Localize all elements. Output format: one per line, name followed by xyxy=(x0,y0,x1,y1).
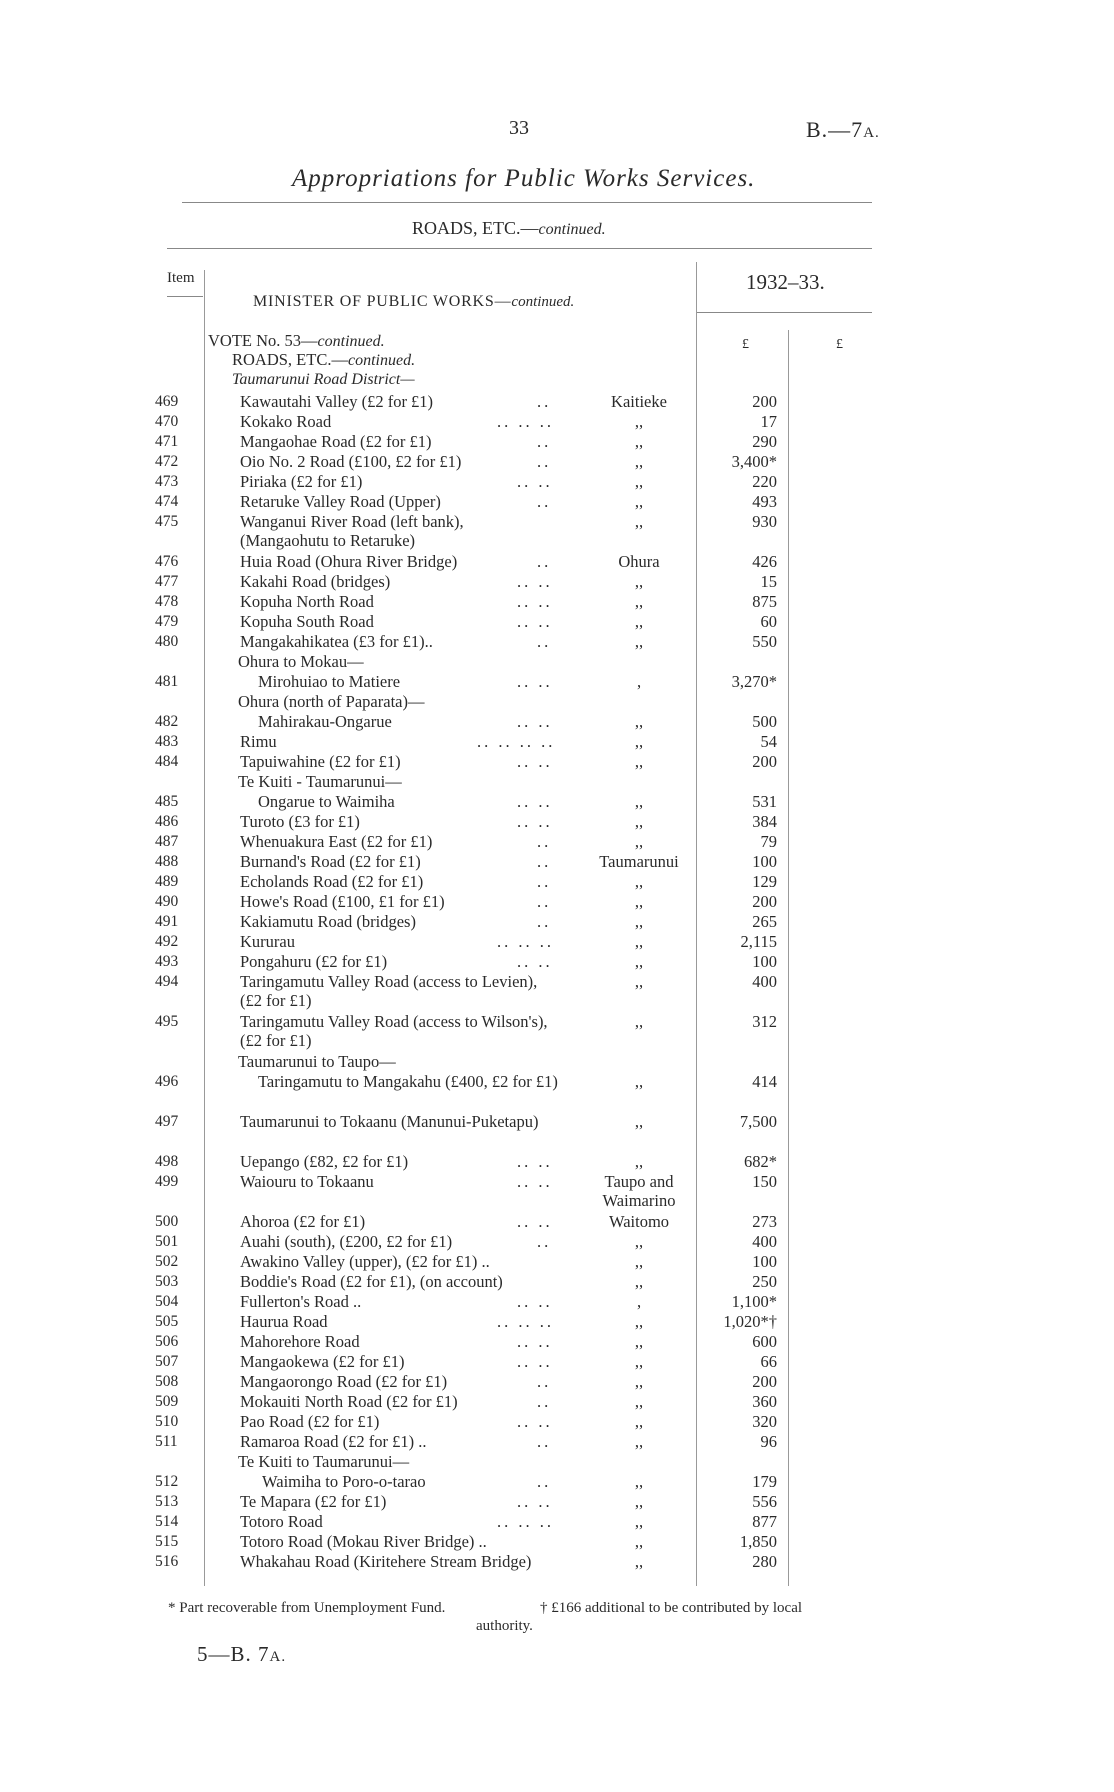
subtitle-main: ROADS, ETC.— xyxy=(412,218,539,238)
amount-value: 531 xyxy=(752,792,777,811)
district-name: ,, xyxy=(634,712,644,731)
item-description: Tapuiwahine (£2 for £1) xyxy=(240,752,401,771)
leader-dots: .. xyxy=(537,892,552,911)
item-number: 489 xyxy=(155,873,179,890)
item-description: Mangaorongo Road (£2 for £1) xyxy=(240,1372,448,1391)
district-name: ,, xyxy=(634,632,644,651)
leader-dots: .. .. .. xyxy=(497,412,554,431)
district-column-divider xyxy=(696,262,697,1586)
leader-dots: .. .. xyxy=(517,1352,553,1371)
footnote-local-authority-cont: authority. xyxy=(476,1618,533,1634)
district-name: ,, xyxy=(634,1532,644,1551)
item-number: 508 xyxy=(155,1373,179,1390)
district-name: ,, xyxy=(634,1372,644,1391)
item-number: 480 xyxy=(155,633,179,650)
item-description: Oio No. 2 Road (£100, £2 for £1) xyxy=(240,452,462,471)
item-description: Totoro Road xyxy=(240,1512,323,1531)
item-number: 497 xyxy=(155,1113,179,1130)
leader-dots: .. xyxy=(537,1432,552,1451)
item-number: 507 xyxy=(155,1353,179,1370)
district-name: ,, xyxy=(634,592,644,611)
amount-value: 600 xyxy=(752,1332,777,1351)
amount-value: 200 xyxy=(752,892,777,911)
leader-dots: .. .. .. xyxy=(497,932,554,951)
district-name: ,, xyxy=(634,1332,644,1351)
item-number: 503 xyxy=(155,1273,179,1290)
table-top-rule xyxy=(167,248,872,249)
item-number: 491 xyxy=(155,913,179,930)
item-number: 494 xyxy=(155,973,179,990)
item-description: Ahoroa (£2 for £1) xyxy=(240,1212,366,1231)
item-number: 470 xyxy=(155,413,179,430)
leader-dots: .. xyxy=(537,912,552,931)
leader-dots: .. xyxy=(537,552,552,571)
reference-suffix: A. xyxy=(863,125,880,141)
district-name: ,, xyxy=(634,1312,644,1331)
leader-dots: .. xyxy=(537,1392,552,1411)
item-number: 500 xyxy=(155,1213,179,1230)
item-number: 485 xyxy=(155,793,179,810)
district-name: ,, xyxy=(634,412,644,431)
leader-dots: .. .. .. xyxy=(497,1312,554,1331)
amount-value: 17 xyxy=(760,412,777,431)
district-name: Ohura xyxy=(618,552,660,571)
district-name: ,, xyxy=(634,792,644,811)
item-number: 486 xyxy=(155,813,179,830)
leader-dots: .. .. xyxy=(517,672,553,691)
item-number: 501 xyxy=(155,1233,179,1250)
item-description: Kakiamutu Road (bridges) xyxy=(240,912,416,931)
district-name: ,, xyxy=(634,972,644,991)
district-name: ,, xyxy=(634,912,644,931)
amount-value: 96 xyxy=(760,1432,777,1451)
item-number: 496 xyxy=(155,1073,179,1090)
item-description: Taringamutu Valley Road (access to Levien), (£2 for £1) xyxy=(240,972,538,1010)
pound-sign-col2: £ xyxy=(836,337,843,352)
district-name: ,, xyxy=(634,1072,644,1091)
leader-dots: .. .. xyxy=(517,792,553,811)
amount-value: 3,400* xyxy=(731,452,777,471)
leader-dots: .. .. xyxy=(517,612,553,631)
district-name: Taumarunui xyxy=(599,852,679,871)
vote-continued: continued. xyxy=(317,333,385,350)
amount-value: 200 xyxy=(752,392,777,411)
leader-dots: .. .. xyxy=(517,1172,553,1191)
leader-dots: .. xyxy=(537,492,552,511)
district-name: ,, xyxy=(634,932,644,951)
item-description: Piriaka (£2 for £1) xyxy=(240,472,363,491)
district-name: ,, xyxy=(634,732,644,751)
district-heading xyxy=(232,369,415,389)
district-name: ,, xyxy=(634,1552,644,1571)
leader-dots: .. .. xyxy=(517,1412,553,1431)
item-number: 510 xyxy=(155,1413,179,1430)
item-description: Taumarunui to Tokaanu (Manunui-Puketapu) xyxy=(240,1112,539,1131)
amount-value: 100 xyxy=(752,1252,777,1271)
item-description: Fullerton's Road .. xyxy=(240,1292,362,1311)
leader-dots: .. .. .. .. xyxy=(477,732,556,751)
leader-dots: .. .. xyxy=(517,472,553,491)
document-reference xyxy=(806,117,880,143)
district-name: ,, xyxy=(634,1512,644,1531)
district-name: ,, xyxy=(634,512,644,531)
item-description: Te Mapara (£2 for £1) xyxy=(240,1492,387,1511)
item-description: Te Kuiti to Taumarunui— xyxy=(238,1452,410,1471)
amount-value: 1,850 xyxy=(739,1532,777,1551)
item-description: Huia Road (Ohura River Bridge) xyxy=(240,552,458,571)
amount-value: 100 xyxy=(752,852,777,871)
amount-value: 250 xyxy=(752,1272,777,1291)
amount-value: 550 xyxy=(752,632,777,651)
item-column-divider xyxy=(204,270,205,1586)
amount-value: 1,020*† xyxy=(723,1312,777,1331)
item-number: 514 xyxy=(155,1513,179,1530)
leader-dots: .. xyxy=(537,392,552,411)
item-description: Taringamutu Valley Road (access to Wilson's), (£2 for £1) xyxy=(240,1012,548,1050)
district-name: ,, xyxy=(634,492,644,511)
amount-value: 1,100* xyxy=(731,1292,777,1311)
leader-dots: .. xyxy=(537,452,552,471)
year-header: 1932–33. xyxy=(746,270,825,294)
district-name: ,, xyxy=(634,1232,644,1251)
item-description: Mokauiti North Road (£2 for £1) xyxy=(240,1392,458,1411)
item-description: Pao Road (£2 for £1) xyxy=(240,1412,380,1431)
district-name: ,, xyxy=(634,1392,644,1411)
item-description: Mangaokewa (£2 for £1) xyxy=(240,1352,405,1371)
district-name: ,, xyxy=(634,452,644,471)
district-name: Kaitieke xyxy=(611,392,667,411)
item-number: 502 xyxy=(155,1253,179,1270)
amount-value: 280 xyxy=(752,1552,777,1571)
leader-dots: .. .. .. xyxy=(497,1512,554,1531)
item-number: 493 xyxy=(155,953,179,970)
amount-column-divider xyxy=(788,330,789,1586)
item-number: 479 xyxy=(155,613,179,630)
item-number: 474 xyxy=(155,493,179,510)
section-subtitle xyxy=(412,218,606,239)
amount-value: 265 xyxy=(752,912,777,931)
amount-value: 400 xyxy=(752,972,777,991)
item-description: Kakahi Road (bridges) xyxy=(240,572,391,591)
item-description: Retaruke Valley Road (Upper) xyxy=(240,492,441,511)
page-signature xyxy=(197,1642,286,1667)
amount-value: 400 xyxy=(752,1232,777,1251)
footnote-local-authority: † £166 additional to be contributed by local xyxy=(540,1600,803,1616)
item-description: Kawautahi Valley (£2 for £1) xyxy=(240,392,434,411)
amount-value: 414 xyxy=(752,1072,777,1091)
district-name: Taupo and Waimarino xyxy=(602,1172,676,1210)
item-description: Taringamutu to Mangakahu (£400, £2 for £1) xyxy=(258,1072,558,1091)
item-number: 515 xyxy=(155,1533,179,1550)
amount-value: 179 xyxy=(752,1472,777,1491)
leader-dots: .. xyxy=(537,1472,552,1491)
minister-label: MINISTER OF PUBLIC WORKS— xyxy=(253,293,512,310)
district-name: ,, xyxy=(634,472,644,491)
item-description: Mahorehore Road xyxy=(240,1332,360,1351)
leader-dots: .. .. xyxy=(517,1292,553,1311)
amount-value: 220 xyxy=(752,472,777,491)
item-header-rule xyxy=(167,296,203,297)
district-name: ,, xyxy=(634,1352,644,1371)
leader-dots: .. xyxy=(537,832,552,851)
district-name: ,, xyxy=(634,1252,644,1271)
amount-value: 60 xyxy=(760,612,777,631)
amount-value: 3,270* xyxy=(731,672,777,691)
amount-value: 15 xyxy=(760,572,777,591)
leader-dots: .. .. xyxy=(517,712,553,731)
item-number: 471 xyxy=(155,433,179,450)
item-number: 476 xyxy=(155,553,179,570)
item-description: Wanganui River Road (left bank), (Mangaohutu to Retaruke) xyxy=(240,512,464,550)
item-description: Kopuha South Road xyxy=(240,612,374,631)
item-description: Kokako Road xyxy=(240,412,332,431)
item-description: Burnand's Road (£2 for £1) xyxy=(240,852,421,871)
item-number: 484 xyxy=(155,753,179,770)
roads-continued: continued. xyxy=(347,352,416,369)
amount-value: 360 xyxy=(752,1392,777,1411)
district-name: ,, xyxy=(634,1492,644,1511)
district-name: ,, xyxy=(634,432,644,451)
item-number: 488 xyxy=(155,853,179,870)
item-number: 482 xyxy=(155,713,179,730)
amount-value: 875 xyxy=(752,592,777,611)
minister-heading xyxy=(253,293,574,311)
item-description: Mirohuiao to Matiere xyxy=(258,672,401,691)
item-description: Pongahuru (£2 for £1) xyxy=(240,952,388,971)
district-name: ,, xyxy=(634,1432,644,1451)
district-name: , xyxy=(636,1292,642,1311)
leader-dots: .. xyxy=(537,872,552,891)
item-description: Ohura to Mokau— xyxy=(238,652,364,671)
amount-value: 273 xyxy=(752,1212,777,1231)
item-number: 504 xyxy=(155,1293,179,1310)
item-number: 495 xyxy=(155,1013,179,1030)
title-rule xyxy=(182,202,872,203)
vote-label: VOTE No. 53— xyxy=(208,331,318,350)
item-number: 498 xyxy=(155,1153,179,1170)
leader-dots: .. .. xyxy=(517,592,553,611)
amount-value: 7,500 xyxy=(739,1112,777,1131)
leader-dots: .. xyxy=(537,632,552,651)
leader-dots: .. .. xyxy=(517,1492,553,1511)
item-number: 505 xyxy=(155,1313,179,1330)
item-description: Whenuakura East (£2 for £1) xyxy=(240,832,433,851)
district-name: ,, xyxy=(634,752,644,771)
roads-heading xyxy=(232,350,415,370)
item-description: Boddie's Road (£2 for £1), (on account) xyxy=(240,1272,503,1291)
item-number: 516 xyxy=(155,1553,179,1570)
district-name: ,, xyxy=(634,1012,644,1031)
item-description: Rimu xyxy=(240,732,277,751)
leader-dots: .. .. xyxy=(517,1332,553,1351)
amount-value: 2,115 xyxy=(740,932,777,951)
item-description: Echolands Road (£2 for £1) xyxy=(240,872,424,891)
item-number: 473 xyxy=(155,473,179,490)
page-title: Appropriations for Public Works Services. xyxy=(292,165,756,192)
pound-sign-col1: £ xyxy=(742,337,749,352)
item-description: Mahirakau-Ongarue xyxy=(258,712,392,731)
item-number: 472 xyxy=(155,453,179,470)
district-name: ,, xyxy=(634,892,644,911)
leader-dots: .. .. xyxy=(517,1152,553,1171)
subtitle-continued: continued. xyxy=(538,221,606,238)
item-number: 511 xyxy=(155,1433,178,1450)
leader-dots: .. .. xyxy=(517,752,553,771)
amount-value: 129 xyxy=(752,872,777,891)
item-description: Waiouru to Tokaanu xyxy=(240,1172,374,1191)
item-description: Kopuha North Road xyxy=(240,592,374,611)
footnote-unemployment: * Part recoverable from Unemployment Fund. xyxy=(168,1600,446,1616)
item-description: Ongarue to Waimiha xyxy=(258,792,395,811)
district-heading-label: Taumarunui Road District— xyxy=(232,371,415,388)
amount-value: 200 xyxy=(752,752,777,771)
item-number: 509 xyxy=(155,1393,179,1410)
item-number: 477 xyxy=(155,573,179,590)
district-name: ,, xyxy=(634,1152,644,1171)
item-description: Haurua Road xyxy=(240,1312,328,1331)
page-number: 33 xyxy=(509,117,529,139)
signature-text: 5—B. 7 xyxy=(197,1642,270,1666)
amount-value: 320 xyxy=(752,1412,777,1431)
district-name: ,, xyxy=(634,1272,644,1291)
item-description: Kururau xyxy=(240,932,295,951)
item-description: Te Kuiti - Taumarunui— xyxy=(238,772,402,791)
item-description: Taumarunui to Taupo— xyxy=(238,1052,396,1071)
item-number: 483 xyxy=(155,733,179,750)
amount-value: 100 xyxy=(752,952,777,971)
item-number: 475 xyxy=(155,513,179,530)
vote-heading xyxy=(208,331,385,351)
leader-dots: .. xyxy=(537,1372,552,1391)
leader-dots: .. .. xyxy=(517,952,553,971)
year-header-rule xyxy=(697,312,872,313)
item-description: Waimiha to Poro-o-tarao xyxy=(262,1472,426,1491)
amount-value: 200 xyxy=(752,1372,777,1391)
amount-value: 682* xyxy=(744,1152,777,1171)
amount-value: 493 xyxy=(752,492,777,511)
item-description: Turoto (£3 for £1) xyxy=(240,812,360,831)
district-name: ,, xyxy=(634,612,644,631)
district-name: ,, xyxy=(634,832,644,851)
roads-label: ROADS, ETC.— xyxy=(232,350,348,369)
amount-value: 290 xyxy=(752,432,777,451)
amount-value: 54 xyxy=(760,732,777,751)
leader-dots: .. xyxy=(537,1232,552,1251)
district-name: ,, xyxy=(634,872,644,891)
district-name: ,, xyxy=(634,952,644,971)
item-number: 490 xyxy=(155,893,179,910)
leader-dots: .. xyxy=(537,852,552,871)
item-description: Ohura (north of Paparata)— xyxy=(238,692,425,711)
amount-value: 79 xyxy=(760,832,777,851)
item-description: Whakahau Road (Kiritehere Stream Bridge) xyxy=(240,1552,532,1571)
amount-value: 877 xyxy=(752,1512,777,1531)
district-name: Waitomo xyxy=(608,1212,670,1231)
item-description: Mangaohae Road (£2 for £1) xyxy=(240,432,432,451)
item-number: 506 xyxy=(155,1333,179,1350)
signature-suffix: A. xyxy=(269,1649,287,1665)
amount-value: 150 xyxy=(752,1172,777,1191)
district-name: ,, xyxy=(634,1412,644,1431)
amount-value: 500 xyxy=(752,712,777,731)
item-description: Totoro Road (Mokau River Bridge) .. xyxy=(240,1532,487,1551)
amount-value: 426 xyxy=(752,552,777,571)
amount-value: 930 xyxy=(752,512,777,531)
item-description: Uepango (£82, £2 for £1) xyxy=(240,1152,409,1171)
district-name: , xyxy=(636,672,642,691)
item-description: Awakino Valley (upper), (£2 for £1) .. xyxy=(240,1252,490,1271)
item-number: 469 xyxy=(155,393,179,410)
district-name: ,, xyxy=(634,572,644,591)
amount-value: 312 xyxy=(752,1012,777,1031)
amount-value: 66 xyxy=(760,1352,777,1371)
item-description: Auahi (south), (£200, £2 for £1) xyxy=(240,1232,453,1251)
amount-value: 556 xyxy=(752,1492,777,1511)
leader-dots: .. .. xyxy=(517,812,553,831)
item-description: Howe's Road (£100, £1 for £1) xyxy=(240,892,445,911)
reference-main: B.—7 xyxy=(806,117,864,142)
item-number: 513 xyxy=(155,1493,179,1510)
item-number: 492 xyxy=(155,933,179,950)
item-column-header: Item xyxy=(167,270,195,286)
district-name: ,, xyxy=(634,1112,644,1131)
item-description: Ramaroa Road (£2 for £1) .. xyxy=(240,1432,427,1451)
amount-value: 384 xyxy=(752,812,777,831)
item-number: 512 xyxy=(155,1473,179,1490)
item-number: 478 xyxy=(155,593,179,610)
leader-dots: .. xyxy=(537,432,552,451)
item-number: 481 xyxy=(155,673,179,690)
district-name: ,, xyxy=(634,1472,644,1491)
leader-dots: .. .. xyxy=(517,572,553,591)
item-number: 499 xyxy=(155,1173,179,1190)
item-description: Mangakahikatea (£3 for £1).. xyxy=(240,632,433,651)
leader-dots: .. .. xyxy=(517,1212,553,1231)
district-name: ,, xyxy=(634,812,644,831)
minister-continued: continued. xyxy=(511,294,575,310)
item-number: 487 xyxy=(155,833,179,850)
